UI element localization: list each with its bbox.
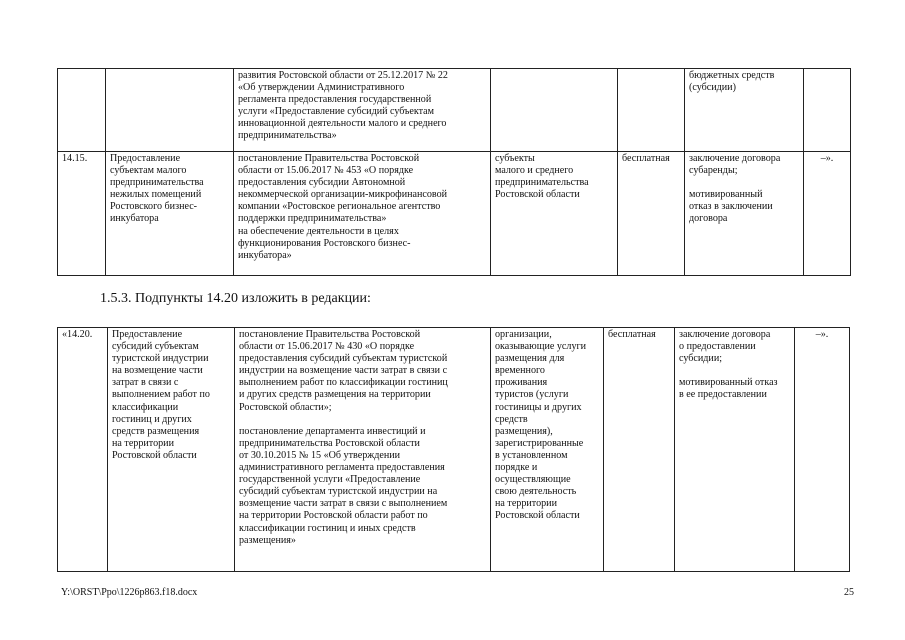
cell-text-line: субсидии; [679,353,723,365]
cell-text-line: договора [689,213,728,225]
cell-text-line: области от 15.06.2017 № 430 «О порядке [239,341,415,353]
cell-text-line: временного [495,365,545,377]
table-row [58,328,850,572]
row-end-cell: –». [795,328,850,572]
cell-text-line: организации, [495,329,552,340]
cell-text-line: инновационной деятельности малого и среднего [238,118,447,130]
row-number-cell: «14.20. [58,328,108,572]
service-name-cell [108,328,235,572]
fee-cell [618,152,685,276]
cell-text-line: Ростовской области [495,510,580,522]
table-row [58,152,851,276]
cell-text-line: свою деятельность [495,486,577,498]
cell-text-line: компании «Ростовское региональное агентство [238,201,441,213]
cell-text-line: субсидий субъектам туристской индустрии на [239,486,438,498]
cell-text-line: гостиницы и других [495,401,582,413]
cell-text-line: мотивированный [689,189,763,201]
footer-file-path: Y:\ORST\Ppo\1226p863.f18.docx [61,587,198,598]
recipients-cell [491,328,604,572]
cell-text-line: заключение договора [679,329,771,340]
cell-text-line: бесплатная [622,153,670,164]
cell-text-line: выполнением работ по классификации гостиниц [239,377,448,389]
cell-text-line: на обеспечение деятельности в целях [238,225,399,237]
cell-text-line: предоставления субсидий субъектам туристской [239,353,448,365]
cell-text-line: субсидий субъектам [112,341,199,353]
section-heading: 1.5.3. Подпункты 14.20 изложить в редакции: [100,291,371,306]
cell-text-line: туристов (услуги [495,389,569,401]
cell-text-line: субъектам малого [110,165,187,177]
cell-text-line: гостиниц и других [112,413,192,425]
cell-text-line: классификации [112,401,179,413]
table-row [58,69,851,152]
legal-basis-cell [235,328,491,572]
cell-text-line: инкубатора [110,213,159,225]
cell-text-line: предпринимательства» [238,130,337,142]
recipients-cell [491,69,618,152]
service-name-cell [106,152,234,276]
cell-text-line: в установленном [495,449,568,461]
services-table-continued [57,68,851,276]
cell-text-line: Ростовской области [495,189,580,201]
cell-text-line: Ростовского бизнес- [110,201,198,213]
cell-text-line: регламента предоставления государственной [238,94,432,106]
cell-text-line: Предоставление [112,329,183,340]
cell-text-line: административного регламента предоставления [239,462,445,474]
row-end-cell: –». [804,152,851,276]
cell-text-line: развития Ростовской области от 25.12.2017 № 22 [238,70,448,81]
cell-text-line: размещения), [495,425,553,437]
cell-text-line: предпринимательства [110,177,204,189]
cell-text-line: индустрии на возмещение части затрат в связи с [239,365,448,377]
cell-text-line: выполнением работ по [112,389,210,401]
cell-text-line: на территории Ростовской области работ по [239,510,428,522]
row-number-cell: 14.15. [58,152,106,276]
services-table-amendment [57,327,850,572]
cell-text-line: и других средств размещения на территории [239,389,431,401]
legal-basis-cell [234,69,491,152]
result-cell [685,69,804,152]
cell-text-line: туристской индустрии [112,353,209,365]
cell-text-line: предпринимательства Ростовской области [239,437,420,449]
cell-text-line: на возмещение части [112,365,203,377]
result-cell [675,328,795,572]
cell-text-line: некоммерческой организации-микрофинансовой [238,189,448,201]
cell-text-line: средств [495,413,528,425]
cell-text-line: постановление Правительства Ростовской [238,153,420,164]
cell-text-line: бесплатная [608,329,656,340]
cell-text-line: функционирования Ростовского бизнес- [238,237,411,249]
cell-text-line: размещения для [495,353,565,365]
legal-basis-cell [234,152,491,276]
paragraph-gap [689,177,799,189]
cell-text-line: мотивированный отказ [679,377,778,389]
cell-text-line: субъекты [495,153,535,164]
cell-text-line: Ростовской области»; [239,401,332,413]
cell-text-line: «Об утверждении Административного [238,82,405,94]
paragraph-gap [679,365,790,377]
fee-cell [618,69,685,152]
cell-text-line: бюджетных средств [689,70,775,81]
cell-text-line: размещения» [239,534,296,546]
cell-text-line: отказ в заключении [689,201,773,213]
cell-text-line: осуществляющие [495,474,571,486]
cell-text-line: нежилых помещений [110,189,202,201]
fee-cell [604,328,675,572]
cell-text-line: возмещение части затрат в связи с выполнением [239,498,448,510]
cell-text-line: заключение договора [689,153,781,164]
cell-text-line: классификации гостиниц и иных средств [239,522,416,534]
cell-text-line: зарегистрированные [495,437,584,449]
paragraph-gap [239,414,486,426]
cell-text-line: области от 15.06.2017 № 453 «О порядке [238,165,414,177]
cell-text-line: постановление Правительства Ростовской [239,329,421,340]
cell-text-line: средств размещения [112,425,200,437]
cell-text-line: услуги «Предоставление субсидий субъектам [238,106,435,118]
cell-text-line: инкубатора» [238,249,292,261]
cell-text-line: поддержки предпринимательства» [238,213,387,225]
row-number-cell [58,69,106,152]
cell-text-line: малого и среднего [495,165,574,177]
cell-text-line: в ее предоставлении [679,389,767,401]
cell-text-line: (субсидии) [689,82,736,94]
cell-text-line: от 30.10.2015 № 15 «Об утверждении [239,449,401,461]
service-name-cell [106,69,234,152]
cell-text-line: Предоставление [110,153,181,164]
row-end-cell [804,69,851,152]
cell-text-line: оказывающие услуги [495,341,587,353]
cell-text-line: порядке и [495,462,538,474]
recipients-cell [491,152,618,276]
cell-text-line: предпринимательства [495,177,589,189]
result-cell [685,152,804,276]
cell-text-line: о предоставлении [679,341,756,353]
cell-text-line: Ростовской области [112,449,197,461]
page-number: 25 [844,587,854,598]
cell-text-line: проживания [495,377,548,389]
cell-text-line: государственной услуги «Предоставление [239,474,421,486]
cell-text-line: постановление департамента инвестиций и [239,425,426,437]
cell-text-line: предоставления субсидии Автономной [238,177,406,189]
cell-text-line: субаренды; [689,165,738,177]
cell-text-line: на территории [112,437,174,449]
cell-text-line: затрат в связи с [112,377,179,389]
cell-text-line: на территории [495,498,557,510]
